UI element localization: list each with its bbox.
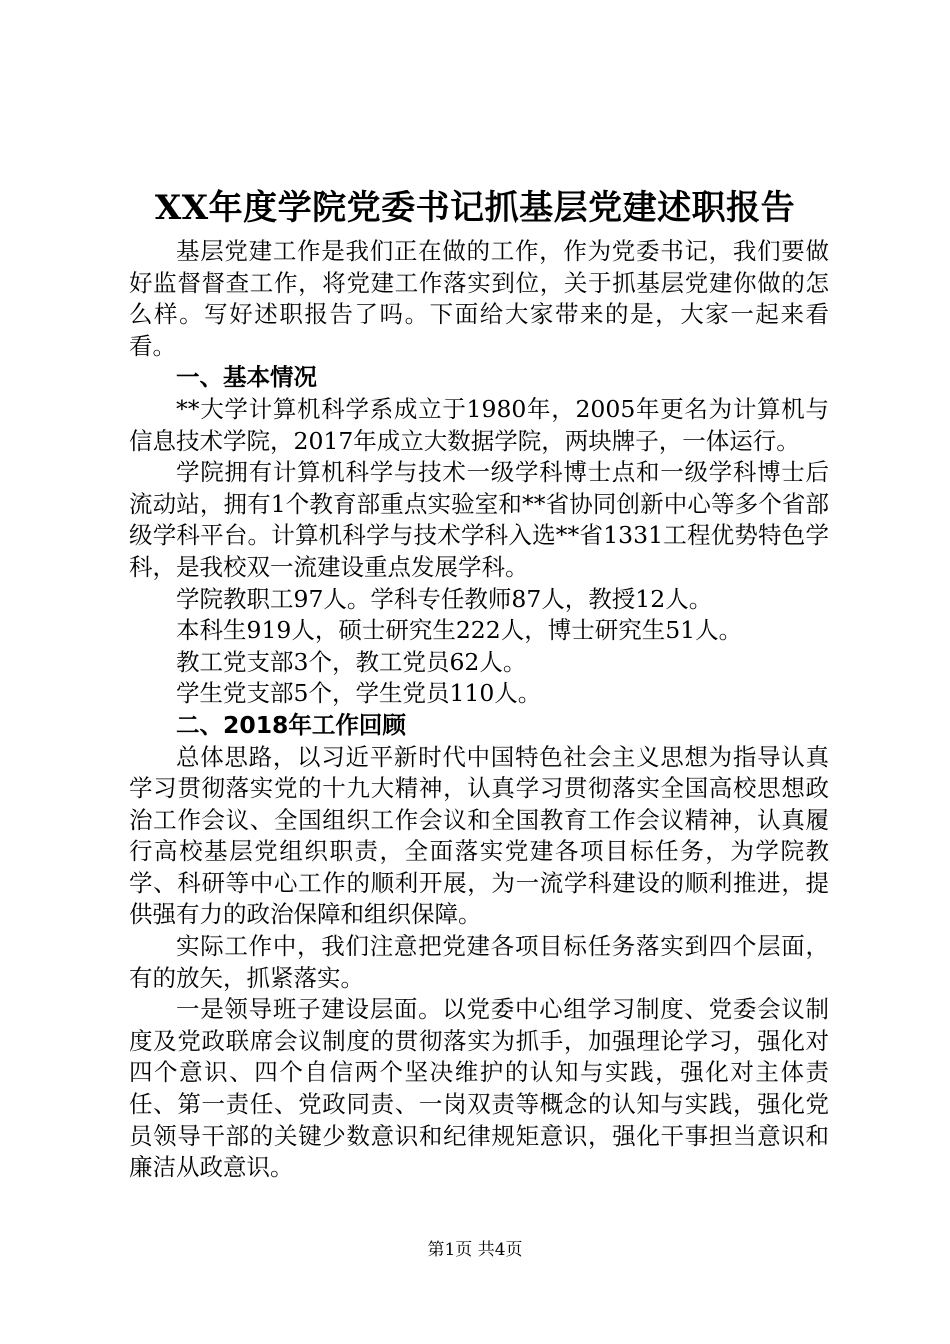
paragraph: 实际工作中，我们注意把党建各项目标任务落实到四个层面，有的放矢，抓紧落实。 xyxy=(129,932,829,992)
paragraph: 学院拥有计算机科学与技术一级学科博士点和一级学科博士后流动站，拥有1个教育部重点实验室和**省协同创新中心等多个省部级学科平台。计算机科学与技术学科入选**省1331工程优势特色学科，是我校双一流建设重点发展学科。 xyxy=(129,458,829,581)
section-heading-basic-info: 一、基本情况 xyxy=(176,363,317,392)
paragraph: 教工党支部3个，教工党员62人。 xyxy=(176,647,527,676)
document-body xyxy=(129,236,829,1184)
paragraph: 本科生919人，硕士研究生222人，博士研究生51人。 xyxy=(176,616,743,645)
section-heading-work-review: 二、2018年工作回顾 xyxy=(176,710,406,739)
page-footer: 第1页 共4页 xyxy=(427,1240,523,1260)
intro-paragraph: 基层党建工作是我们正在做的工作，作为党委书记，我们要做好监督督查工作，将党建工作落实到位，关于抓基层党建你做的怎么样。写好述职报告了吗。下面给大家带来的是，大家一起来看看。 xyxy=(129,237,829,360)
paragraph: 学生党支部5个，学生党员110人。 xyxy=(176,679,542,708)
paragraph: 学院教职工97人。学科专任教师87人，教授12人。 xyxy=(176,584,713,613)
document-title: XX年度学院党委书记抓基层党建述职报告 xyxy=(154,188,796,228)
paragraph: 总体思路，以习近平新时代中国特色社会主义思想为指导认真学习贯彻落实党的十九大精神，认真学习贯彻落实全国高校思想政治工作会议、全国组织工作会议和全国教育工作会议精神，认真履行高校基层党组织职责，全面落实党建各项目标任务，为学院教学、科研等中心工作的顺利开展，为一流学科建设的顺利推进，提供强有力的政治保障和组织保障。 xyxy=(129,742,829,929)
paragraph: 一是领导班子建设层面。以党委中心组学习制度、党委会议制度及党政联席会议制度的贯彻落实为抓手，加强理论学习，强化对四个意识、四个自信两个坚决维护的认知与实践，强化对主体责任、第一责任、党政同责、一岗双责等概念的认知与实践，强化党员领导干部的关键少数意识和纪律规矩意识，强化干事担当意识和廉洁从政意识。 xyxy=(129,995,829,1182)
paragraph: **大学计算机科学系成立于1980年，2005年更名为计算机与信息技术学院，2017年成立大数据学院，两块牌子，一体运行。 xyxy=(129,394,829,455)
